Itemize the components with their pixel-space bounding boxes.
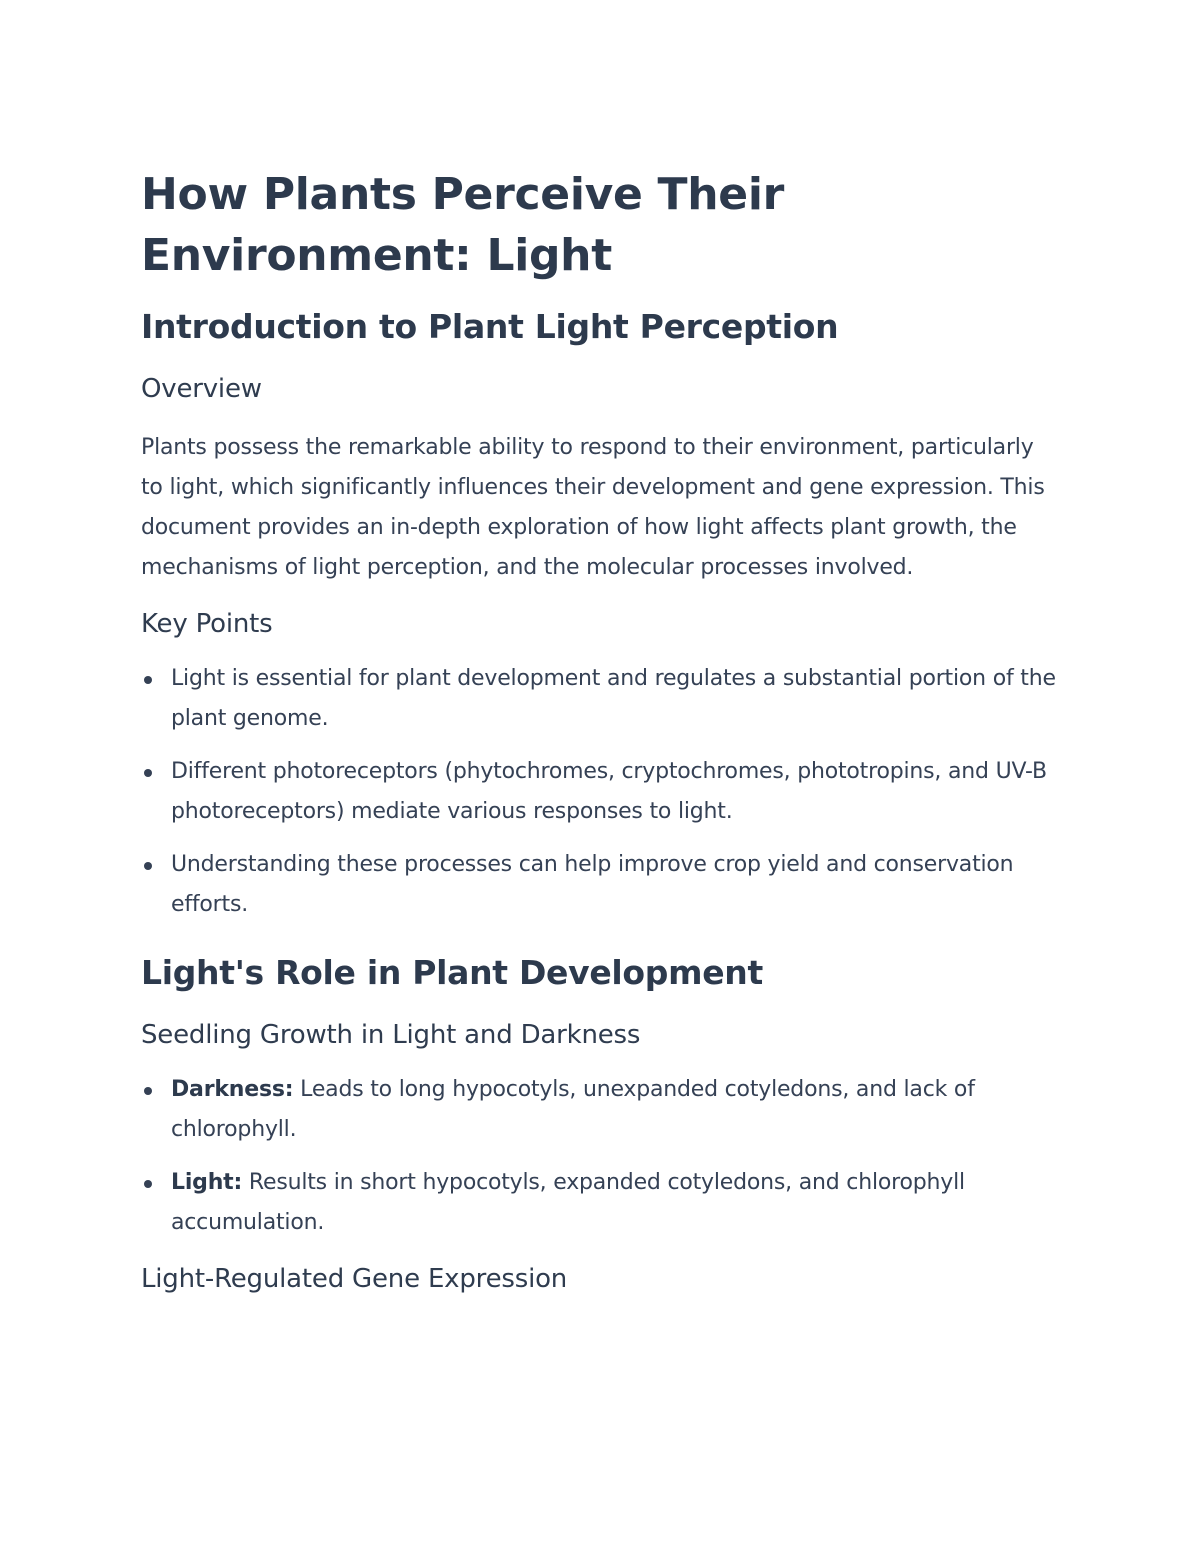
subheading-key-points: Key Points (141, 609, 273, 639)
subheading-overview: Overview (141, 374, 262, 404)
list-item-darkness (141, 1070, 1061, 1150)
list-item-light (141, 1163, 1061, 1243)
description-light: Results in short hypocotyls, expanded cotyledons, and chlorophyll accumulation. (171, 1170, 965, 1235)
seedling-growth-list (141, 1070, 1061, 1243)
subheading-gene-expression: Light-Regulated Gene Expression (141, 1264, 568, 1294)
overview-paragraph: Plants possess the remarkable ability to respond to their environment, particularly to light, which significantly influences their development and gene expression. This document provides an in-depth exploration of how light affects plant growth, the mechanisms of light perception, and the molecular processes involved. (141, 435, 1045, 580)
document-title: How Plants Perceive Their Environment: Light (141, 169, 785, 281)
description-darkness: Leads to long hypocotyls, unexpanded cotyledons, and lack of chlorophyll. (171, 1077, 975, 1142)
term-darkness: Darkness: (171, 1077, 294, 1102)
key-points-list (141, 659, 1061, 925)
document-body (141, 164, 1061, 1297)
subheading-seedling-growth: Seedling Growth in Light and Darkness (141, 1020, 641, 1050)
section-heading-intro: Introduction to Plant Light Perception (141, 307, 839, 346)
term-light: Light: (171, 1170, 243, 1195)
list-item: Understanding these processes can help improve crop yield and conservation efforts. (141, 845, 1061, 925)
section-heading-development: Light's Role in Plant Development (141, 953, 763, 992)
list-item: Different photoreceptors (phytochromes, cryptochromes, phototropins, and UV-B photoreceptors) mediate various responses to light. (141, 752, 1061, 832)
list-item: Light is essential for plant development and regulates a substantial portion of the plant genome. (141, 659, 1061, 739)
